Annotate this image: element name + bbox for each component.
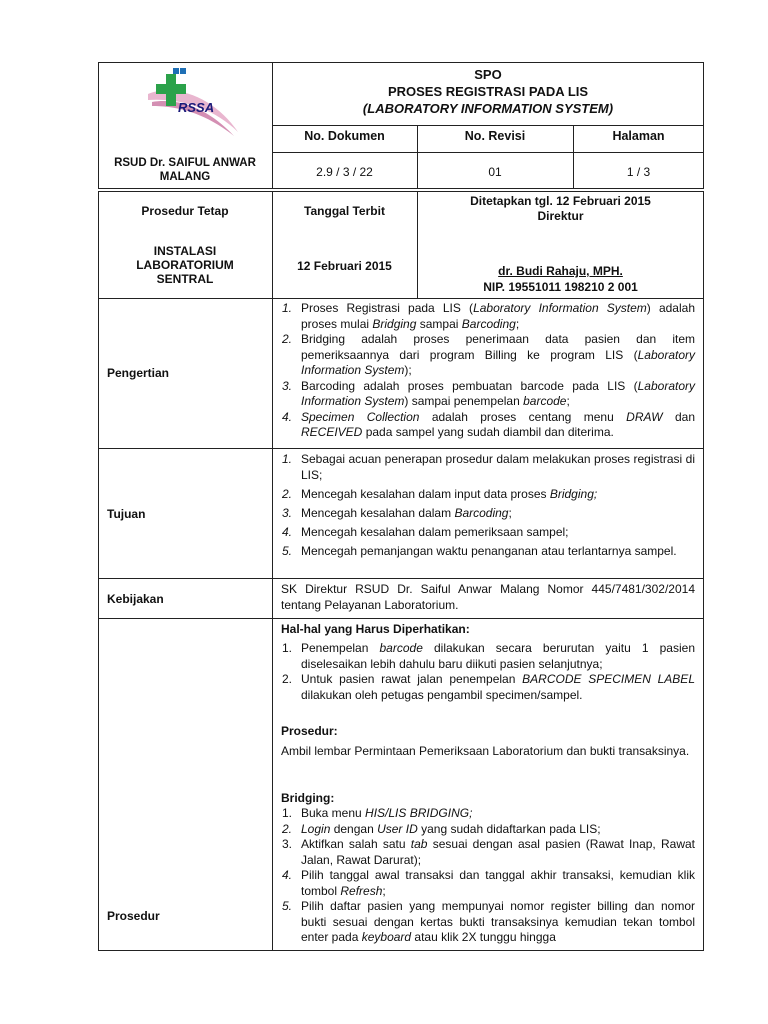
list-item: 4. Specimen Collection adalah proses centang menu DRAW dan RECEIVED pada sampel yang sudah diambil dan diterima. xyxy=(282,409,696,439)
list-item: 5. Mencegah pemanjangan waktu penanganan atau terlantarnya sampel. xyxy=(282,544,677,558)
bridging-heading: Bridging: xyxy=(281,791,335,805)
page-value: 1 / 3 xyxy=(626,165,651,179)
director-name: dr. Budi Rahaju, MPH. xyxy=(498,264,623,278)
doc-number-label: No. Dokumen xyxy=(304,129,385,143)
set-date-label: Ditetapkan tgl. 12 Februari 2015 xyxy=(470,194,651,208)
kebijakan-text: SK Direktur RSUD Dr. Saiful Anwar Malang Nomor 445/7481/302/2014 tentang Pelayanan Laboratorium. xyxy=(281,582,695,612)
kebijakan-label: Kebijakan xyxy=(107,592,164,606)
list-item: 4. Pilih tanggal awal transaksi dan tanggal akhir transaksi, kemudian klik tombol Refresh; xyxy=(282,868,695,898)
issue-label: Tanggal Terbit xyxy=(304,204,385,218)
page-label: Halaman xyxy=(612,129,665,143)
list-item: 1. Sebagai acuan penerapan prosedur dalam melakukan proses registrasi di LIS; xyxy=(282,452,695,482)
list-item: 2. Untuk pasien rawat jalan penempelan BARCODE SPECIMEN LABEL dilakukan oleh petugas pengambil specimen/sampel. xyxy=(282,672,695,702)
pengertian-label: Pengertian xyxy=(107,366,170,380)
doc-type: SPO xyxy=(474,67,502,82)
prosedur-intro: Ambil lembar Permintaan Pemeriksaan Laboratorium dan bukti transaksinya. xyxy=(281,744,690,758)
list-item: 5. Pilih daftar pasien yang mempunyai nomor register billing dan nomor bukti sesuai dengan kertas bukti transaksinya kemudian tekan tombol enter pada keyboard atau klik 2X tunggu hingga xyxy=(282,899,695,944)
prosedur-label: Prosedur xyxy=(107,909,160,923)
list-item: 4. Mencegah kesalahan dalam pemeriksaan sampel; xyxy=(282,525,569,539)
logo-text: RSSA xyxy=(178,100,215,115)
list-item: 2. Mencegah kesalahan dalam input data proses Bridging; xyxy=(282,487,598,501)
list-item: 1. Buka menu HIS/LIS BRIDGING; xyxy=(282,806,473,820)
prosedur-heading: Prosedur: xyxy=(281,724,338,738)
doc-subtitle: (LABORATORY INFORMATION SYSTEM) xyxy=(362,101,614,116)
list-item: 1. Proses Registrasi pada LIS (Laboratory Information System) adalah proses mulai Bridging sampai Barcoding; xyxy=(282,301,695,331)
tujuan-list xyxy=(281,451,695,559)
list-item: 1. Penempelan barcode dilakukan secara berurutan yaitu 1 pasien diselesaikan lebih dahulu baru diikuti pasien selanjutnya; xyxy=(282,641,695,671)
revision-value: 01 xyxy=(488,165,502,179)
doc-number-value: 2.9 / 3 / 22 xyxy=(316,165,373,179)
list-item: 2. Login dengan User ID yang sudah didaftarkan pada LIS; xyxy=(282,821,601,836)
unit-name: INSTALASI LABORATORIUM SENTRAL xyxy=(136,244,234,286)
revision-label: No. Revisi xyxy=(464,129,526,143)
bridging-steps xyxy=(281,806,695,946)
list-item: 2. Bridging adalah proses penerimaan data pasien dan item pemeriksaannya dari program Billing ke program LIS (Laboratory Information System); xyxy=(282,332,695,377)
issue-date: 12 Februari 2015 xyxy=(297,259,392,273)
hospital-name: RSUD Dr. SAIFUL ANWAR MALANG xyxy=(114,157,256,183)
list-item: 3. Mencegah kesalahan dalam Barcoding; xyxy=(282,506,512,520)
list-item: 3. Aktifkan salah satu tab sesuai dengan asal pasien (Rawat Inap, Rawat Jalan, Rawat Darurat); xyxy=(282,837,696,867)
director-nip: NIP. 19551011 198210 2 001 xyxy=(483,280,638,294)
tujuan-label: Tujuan xyxy=(107,507,146,521)
procedure-label: Prosedur Tetap xyxy=(141,204,229,218)
notes-list xyxy=(281,641,695,703)
notes-heading: Hal-hal yang Harus Diperhatikan: xyxy=(281,622,470,636)
list-item: 3. Barcoding adalah proses pembuatan barcode pada LIS (Laboratory Information System) sampai penempelan barcode; xyxy=(282,378,695,408)
director-label: Direktur xyxy=(537,209,584,223)
pengertian-list xyxy=(281,301,695,441)
doc-title: PROSES REGISTRASI PADA LIS xyxy=(387,84,589,99)
